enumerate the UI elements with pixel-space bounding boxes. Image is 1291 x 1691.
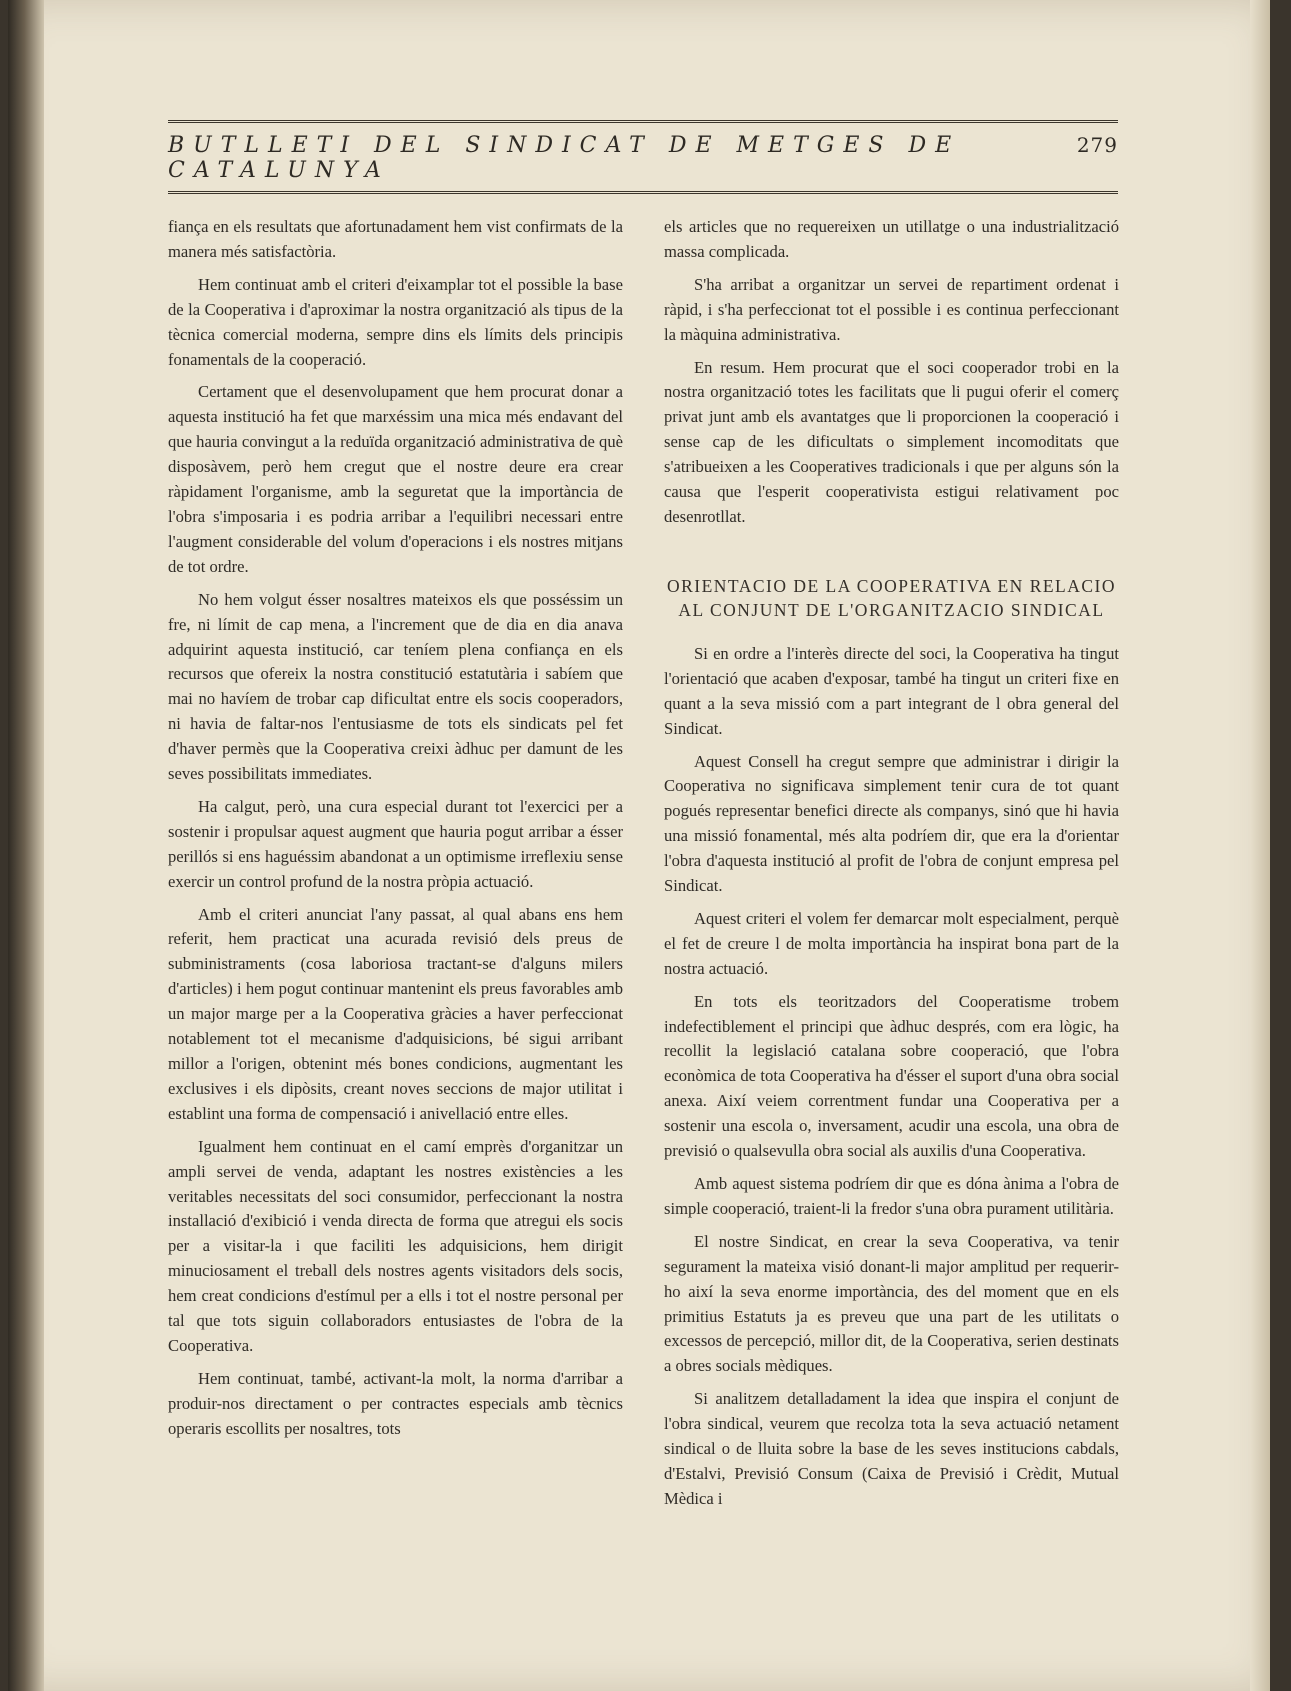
document-page (8, 0, 1270, 1691)
header-rule-top (168, 120, 1118, 123)
paragraph: Aquest Consell ha cregut sempre que administrar i dirigir la Cooperativa no significava simplement tenir cura de tot quant pogués representar benefici directe als companys, sinó que hi havia una missió fonamental, més alta podríem dir, que era la d'orientar l'obra d'aquesta institució al profit de l'obra de conjunt empresa pel Sindicat. (664, 751, 1119, 896)
paragraph: Certament que el desenvolupament que hem procurat donar a aquesta institució ha fet que marxéssim una mica més endavant del que hauria convingut a la reduïda organització administrativa de què disposàvem, però hem cregut que el nostre deure era crear ràpidament l'organisme, amb la seguretat que la importància de l'obra s'imposaria i es podria arribar a l'equilibri necessari entre l'augment considerable del volum d'operacions i els nostres mitjans de tot ordre. (168, 382, 623, 576)
page-header (168, 120, 1118, 194)
header-row (168, 133, 1118, 183)
paragraph: Igualment hem continuat en el camí emprès d'organitzar un ampli servei de venda, adaptant les nostres existències a les veritables necessitats del soci consumidor, perfeccionant la nostra installació d'exibició i venda directa de forma que atregui els socis per a visitar-la i que faciliti les adquisicions, hem dirigit minuciosament el treball dels nostres agents visitadors dels socis, hem creat condicions d'estímul per a ells i tot el nostre personal per tal que tots siguin collaboradors entusiastes de l'obra de la Cooperativa. (168, 1136, 623, 1355)
paragraph: No hem volgut ésser nosaltres mateixos els que posséssim un fre, ni límit de cap mena, a l'increment que de dia en dia anava adquirint aquesta institució, car teníem plena confiança en els recursos que ofereix la nostra constitució estatutària i sabíem que mai no havíem de trobar cap dificultat entre els socis cooperadors, ni havia de faltar-nos l'entusiasme de tots els sindicats pel fet d'haver permès que la Cooperativa creixi àdhuc per damunt de les seves possibilitats immediates. (168, 589, 623, 784)
page-edge (1250, 0, 1270, 1691)
paragraph: Si en ordre a l'interès directe del soci, la Cooperativa ha tingut l'orientació que acaben d'exposar, també ha tingut un criteri fixe en quant a la seva missió com a part integrant de l obra general del Sindicat. (664, 643, 1119, 738)
page-number: 279 (1076, 133, 1118, 157)
paragraph: Ha calgut, però, una cura especial durant tot l'exercici per a sostenir i propulsar aquest augment que hauria pogut arribar a ésser perillós si ens haguéssim abandonat a un optimisme irreflexiu sense exercir un control profund de la nostra pròpia actuació. (168, 796, 623, 891)
left-column (168, 215, 623, 1450)
paragraph: fiança en els resultats que afortunadament hem vist confirmats de la manera més satisfactòria. (168, 217, 623, 261)
paragraph: Amb aquest sistema podríem dir que es dóna ànima a l'obra de simple cooperació, traient-li la fredor s'una obra purament utilitària. (664, 1174, 1119, 1218)
paragraph: Aquest criteri el volem fer demarcar molt especialment, perquè el fet de creure l de molta importància ha inspirat bona part de la nostra actuació. (664, 908, 1119, 978)
paragraph: En tots els teoritzadors del Cooperatisme trobem indefectiblement el principi que àdhuc després, com era lògic, ha recollit la legislació catalana sobre cooperació, que l'obra econòmica de tota Cooperativa ha d'ésser el suport d'una obra social anexa. Així veiem correntment fundar una Cooperativa per a sostenir una escola o, inversament, acudir una escola, una obra de previsió o qualsevulla obra social als auxilis d'una Cooperativa. (664, 991, 1119, 1161)
right-column (664, 215, 1119, 1520)
paragraph: Amb el criteri anunciat l'any passat, al qual abans ens hem referit, hem practicat una acurada revisió dels preus de subministraments (cosa laboriosa tractant-se d'alguns milers d'articles) i hem pogut continuar mantenint els preus favorables amb un major marge per a la Cooperativa gràcies a haver perfeccionat notablement tot el mecanisme d'adquisicions, bé sigui arribant millor a l'origen, obtenint més bones condicions, augmentant les exclusives i els dipòsits, creant noves seccions de major utilitat i establint una forma de compensació i anivellació entre elles. (168, 904, 623, 1123)
paragraph: els articles que no requereixen un utillatge o una industrialització massa complicada. (664, 217, 1119, 261)
paragraph: El nostre Sindicat, en crear la seva Cooperativa, va tenir segurament la mateixa visió donant-li major amplitud per requerir-ho així la seva enorme importància, des del moment que en els primitius Estatuts ja es preveu que una part de les utilitats o excessos de percepció, millor dit, de la Cooperativa, serien destinats a obres socials mèdiques. (664, 1231, 1119, 1376)
paragraph: S'ha arribat a organitzar un servei de repartiment ordenat i ràpid, i s'ha perfeccionat tot el possible i es continua perfeccionant la màquina administrativa. (664, 274, 1119, 344)
paragraph: Hem continuat amb el criteri d'eixamplar tot el possible la base de la Cooperativa i d'aproximar la nostra organització als tipus de la tècnica comercial moderna, sempre dins els límits dels principis fonamentals de la cooperació. (168, 274, 623, 369)
paragraph: En resum. Hem procurat que el soci cooperador trobi en la nostra organització totes les facilitats que li pugui oferir el comerç privat junt amb els avantatges que li proporcionen la cooperació i sense cap de les dificultats o simplement incomoditats que s'atribueixen a les Cooperatives tradicionals i que per alguns són la causa que l'esperit cooperativista estigui relativament poc desenrotllat. (664, 357, 1119, 526)
header-rule-bottom (168, 191, 1118, 194)
section-heading: ORIENTACIO DE LA COOPERATIVA EN RELACIO AL CONJUNT DE L'ORGANITZACIO SINDICAL (666, 575, 1117, 620)
paragraph: Si analitzem detalladament la idea que inspira el conjunt de l'obra sindical, veurem que recolza tota la seva actuació netament sindical o de lluita sobre la base de les seves institucions cabdals, d'Estalvi, Previsió Consum (Caixa de Previsió i Crèdit, Mutual Mèdica i (664, 1389, 1119, 1508)
journal-title: BUTLLETI DEL SINDICAT DE METGES DE CATALUNYA (168, 133, 961, 183)
paragraph: Hem continuat, també, activant-la molt, la norma d'arribar a produir-nos directament o per contractes especials amb tècnics operaris escollits per nosaltres, tots (168, 1368, 623, 1438)
book-binding (8, 0, 44, 1691)
